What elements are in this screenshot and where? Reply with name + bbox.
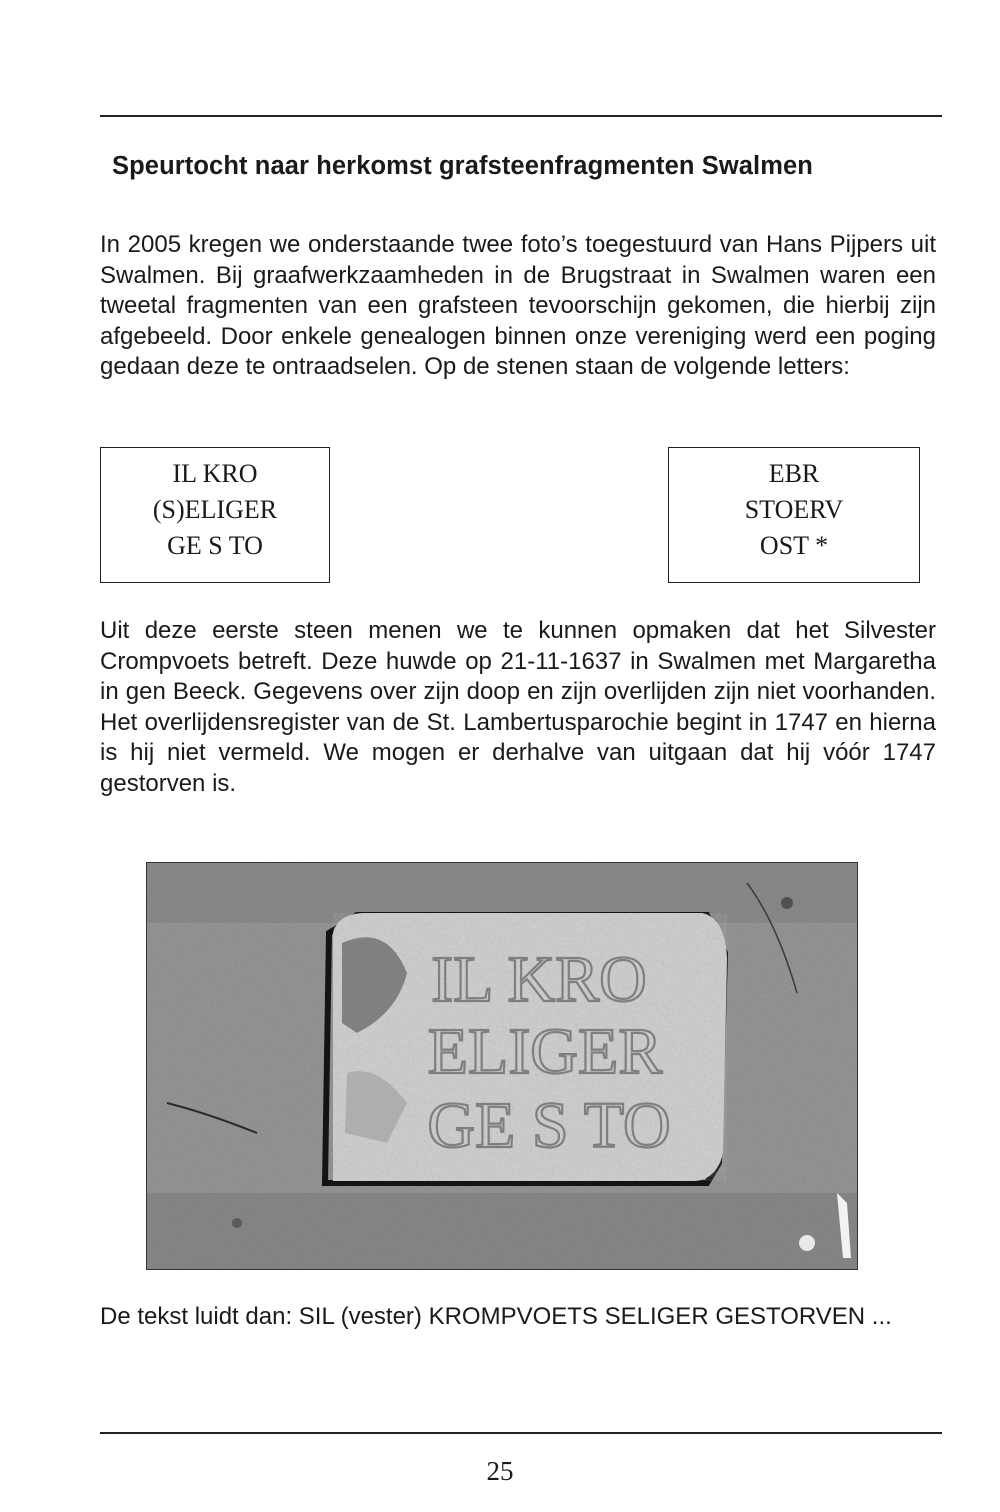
intro-paragraph: In 2005 kregen we onderstaande twee foto’s toegestuurd van Hans Pijpers uit Swalmen. Bij graafwerkzaamheden in de Brugstraat in Swalmen waren een tweetal fragmenten van een grafsteen tevoorschijn gekomen, die hierbij zijn afgebeeld. Door enkele genealogen binnen onze vereniging werd een poging gedaan deze te ontraadselen. Op de stenen staan de volgende letters:	[100, 231, 936, 380]
gravestone-photo	[146, 862, 858, 1270]
gravestone-photo-illustration	[147, 863, 858, 1270]
conclusion-paragraph: De tekst luidt dan: SIL (vester) KROMPVOETS SELIGER GESTORVEN ...	[100, 1303, 892, 1330]
stone-right-line: OST *	[759, 531, 829, 560]
stone-left-line: (S)ELIGER	[152, 495, 278, 524]
stone-right-transcription	[668, 447, 920, 583]
stone-right-line: EBR	[768, 459, 820, 488]
stone-right-line: STOERV	[744, 495, 844, 524]
analysis-paragraph: Uit deze eerste steen menen we te kunnen opmaken dat het Silvester Crompvoets betreft. Deze huwde op 21-11-1637 in Swalmen met Margaretha in gen Beeck. Gegevens over zijn doop en zijn overlijden zijn niet voorhanden. Het overlijdensregister van de St. Lambertusparochie begint in 1747 en hierna is hij niet vermeld. We mogen er derhalve van uitgaan dat hij vóór 1747 gestorven is.	[100, 617, 936, 797]
stone-left-transcription	[100, 447, 330, 583]
top-rule	[100, 115, 942, 117]
photo-inscription-line: GE S TO	[427, 1089, 671, 1162]
page-number: 25	[486, 1456, 514, 1486]
page-title: Speurtocht naar herkomst grafsteenfragmenten Swalmen	[112, 152, 813, 180]
stone-left-line: IL KRO	[172, 459, 258, 488]
bottom-rule	[100, 1432, 942, 1434]
photo-inscription-line: IL KRO	[431, 943, 647, 1016]
stone-left-line: GE S TO	[167, 531, 263, 560]
photo-inscription-line: ELIGER	[427, 1015, 663, 1088]
